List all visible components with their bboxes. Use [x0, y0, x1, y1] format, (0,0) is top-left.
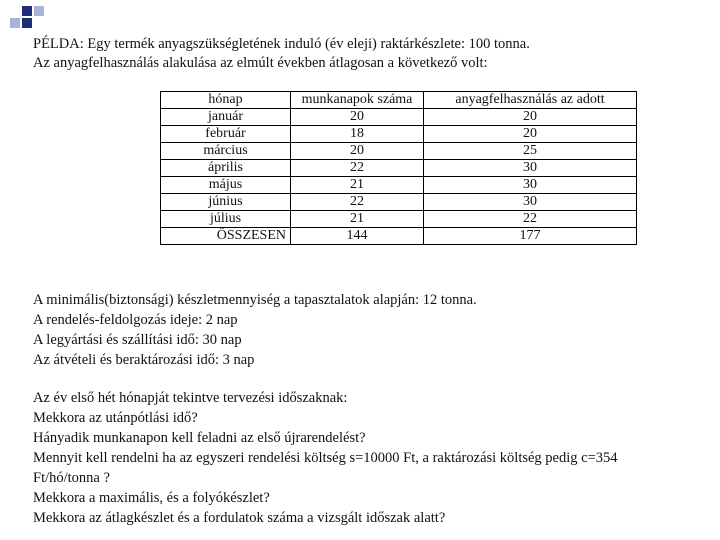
workdays-cell: 21: [291, 211, 424, 228]
question-line: Mekkora a maximális, és a folyókészlet?: [33, 490, 270, 506]
month-cell: július: [161, 211, 291, 228]
usage-cell: 22: [424, 211, 637, 228]
table-header-row: [161, 92, 637, 109]
total-label: ÖSSZESEN: [161, 228, 291, 245]
total-usage: 177: [424, 228, 637, 245]
workdays-cell: 21: [291, 177, 424, 194]
question-line: Mekkora az átlagkészlet és a fordulatok száma a vizsgált időszak alatt?: [33, 510, 446, 526]
logo-square: [34, 6, 44, 16]
workdays-cell: 22: [291, 194, 424, 211]
workdays-cell: 20: [291, 109, 424, 126]
usage-cell: 20: [424, 126, 637, 143]
total-workdays: 144: [291, 228, 424, 245]
logo-square: [22, 18, 32, 28]
month-cell: április: [161, 160, 291, 177]
month-cell: január: [161, 109, 291, 126]
usage-cell: 30: [424, 194, 637, 211]
usage-cell: 30: [424, 177, 637, 194]
table-row: [161, 126, 637, 143]
header-month: hónap: [161, 92, 291, 109]
table-row: [161, 143, 637, 160]
intro-line: Az anyagfelhasználás alakulása az elmúlt években átlagosan a következő volt:: [33, 55, 488, 71]
header-usage: anyagfelhasználás az adott: [424, 92, 637, 109]
fact-line: Az átvételi és beraktározási idő: 3 nap: [33, 352, 255, 368]
intro-line: PÉLDA: Egy termék anyagszükségletének induló (év eleji) raktárkészlete: 100 tonna.: [33, 36, 530, 52]
facts-list: [33, 290, 477, 370]
table-row: [161, 211, 637, 228]
consumption-table: [160, 91, 637, 245]
fact-line: A rendelés-feldolgozás ideje: 2 nap: [33, 312, 238, 328]
month-cell: május: [161, 177, 291, 194]
logo-square: [22, 6, 32, 16]
usage-cell: 25: [424, 143, 637, 160]
workdays-cell: 22: [291, 160, 424, 177]
usage-cell: 20: [424, 109, 637, 126]
question-line: Az év első hét hónapját tekintve tervezési időszaknak:: [33, 390, 348, 406]
usage-cell: 30: [424, 160, 637, 177]
month-cell: február: [161, 126, 291, 143]
header-workdays: munkanapok száma: [291, 92, 424, 109]
squares-logo-icon: [0, 0, 60, 40]
fact-line: A legyártási és szállítási idő: 30 nap: [33, 332, 242, 348]
question-line: Mennyit kell rendelni ha az egyszeri rendelési költség s=10000 Ft, a raktározási költség pedig c=354: [33, 450, 618, 466]
logo-square: [10, 18, 20, 28]
table-total-row: [161, 228, 637, 245]
table-row: [161, 194, 637, 211]
workdays-cell: 20: [291, 143, 424, 160]
month-cell: június: [161, 194, 291, 211]
table-row: [161, 109, 637, 126]
table-row: [161, 160, 637, 177]
question-line: Hányadik munkanapon kell feladni az első újrarendelést?: [33, 430, 366, 446]
questions-list: [33, 388, 673, 528]
question-line: Ft/hó/tonna ?: [33, 470, 110, 486]
workdays-cell: 18: [291, 126, 424, 143]
question-line: Mekkora az utánpótlási idő?: [33, 410, 198, 426]
table-row: [161, 177, 637, 194]
fact-line: A minimális(biztonsági) készletmennyiség a tapasztalatok alapján: 12 tonna.: [33, 292, 477, 308]
intro-text: [33, 35, 530, 73]
month-cell: március: [161, 143, 291, 160]
